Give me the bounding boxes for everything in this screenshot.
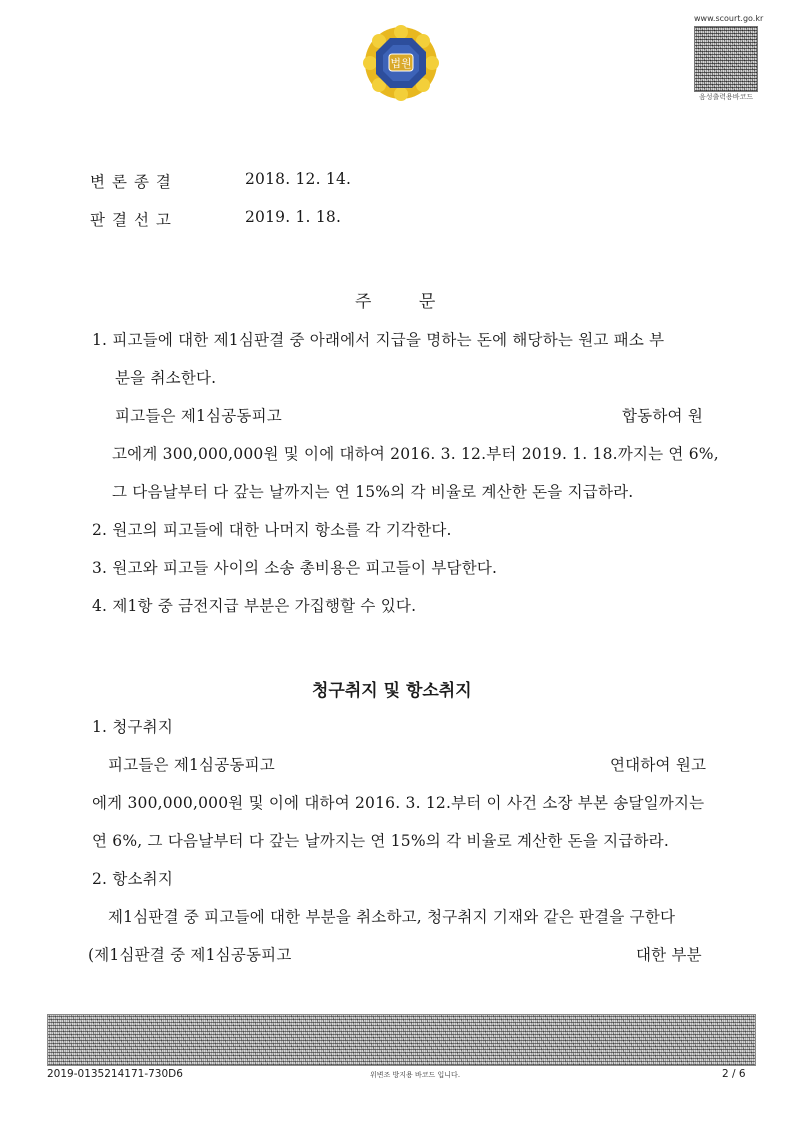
jumun-line-3b: 합동하여 원 — [622, 407, 703, 425]
claims-line-1: 1. 청구취지 — [92, 718, 174, 736]
court-seal-icon — [362, 24, 440, 102]
jumun-line-7: 3. 원고와 피고들 사이의 소송 총비용은 피고들이 부담한다. — [92, 559, 498, 577]
jumun-line-4: 고에게 300,000,000원 및 이에 대하여 2016. 3. 12.부터 2019. 1. 18.까지는 연 6%, — [112, 445, 719, 463]
claims-line-2b: 연대하여 원고 — [610, 756, 707, 774]
jumun-line-6: 2. 원고의 피고들에 대한 나머지 항소를 각 기각한다. — [92, 521, 452, 539]
claims-line-5: 2. 항소취지 — [92, 870, 174, 888]
claims-line-7a: (제1심판결 중 제1심공동피고 — [88, 946, 292, 964]
jumun-line-8: 4. 제1항 중 금전지급 부분은 가집행할 수 있다. — [92, 597, 417, 615]
date-value-closing: 2018. 12. 14. — [245, 170, 352, 188]
date-label-closing: 변론종결 — [90, 173, 178, 191]
voice-output-barcode — [694, 26, 758, 92]
jumun-line-3a: 피고들은 제1심공동피고 — [115, 407, 282, 425]
jumun-line-2: 분을 취소한다. — [115, 369, 217, 387]
claims-line-3: 에게 300,000,000원 및 이에 대하여 2016. 3. 12.부터 이 사건 소장 부본 송달일까지는 — [92, 794, 705, 812]
claims-line-2a: 피고들은 제1심공동피고 — [108, 756, 275, 774]
court-emblem — [362, 24, 440, 102]
section-title-claims: 청구취지 및 항소취지 — [312, 681, 472, 701]
jumun-line-5: 그 다음날부터 다 갚는 날까지는 연 15%의 각 비율로 계산한 돈을 지급하라. — [112, 483, 634, 501]
section-title-jumun: 주 문 — [355, 292, 436, 312]
barcode-notice: 위변조 방지용 바코드 입니다. — [370, 1071, 461, 1079]
jumun-line-1: 1. 피고들에 대한 제1심판결 중 아래에서 지급을 명하는 돈에 해당하는 원고 패소 부 — [92, 331, 665, 349]
claims-line-4: 연 6%, 그 다음날부터 다 갚는 날까지는 연 15%의 각 비율로 계산한 돈을 지급하라. — [92, 832, 669, 850]
page-number: 2 / 6 — [722, 1068, 746, 1080]
date-value-judgment: 2019. 1. 18. — [245, 208, 342, 226]
claims-line-6: 제1심판결 중 피고들에 대한 부분을 취소하고, 청구취지 기재와 같은 판결을 구한다 — [108, 908, 676, 926]
anti-forgery-barcode — [47, 1014, 756, 1066]
date-label-judgment: 판결선고 — [90, 211, 178, 229]
site-url: www.scourt.go.kr — [694, 14, 764, 23]
barcode-caption: 음성출력용바코드 — [699, 93, 754, 101]
document-id: 2019-0135214171-730D6 — [47, 1068, 183, 1080]
court-emblem-label: 법원 — [390, 57, 412, 70]
claims-line-7b: 대한 부분 — [636, 946, 702, 964]
